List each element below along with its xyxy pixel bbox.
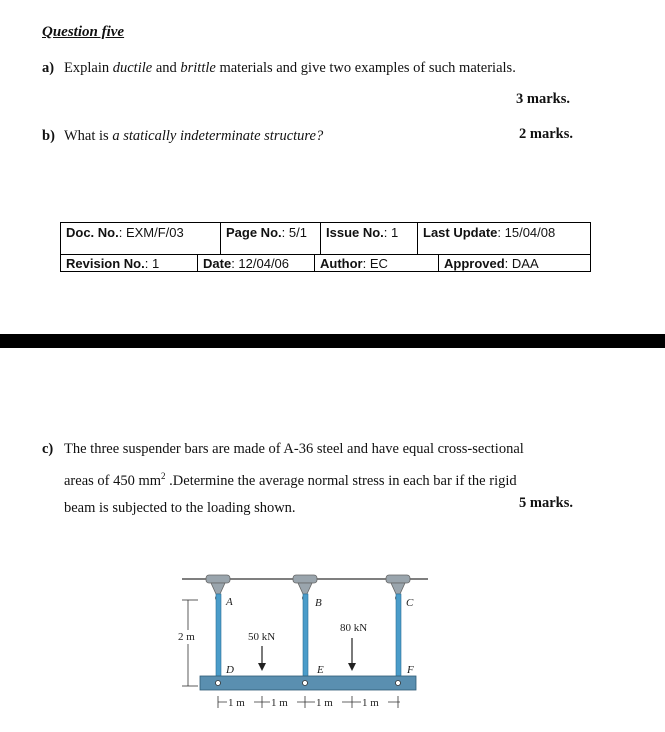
question-c-line2-post: .Determine the average normal stress in each bar if the rigid bbox=[165, 472, 517, 489]
pin-d bbox=[216, 681, 221, 686]
load-80kn-label: 80 kN bbox=[340, 622, 368, 634]
support-b bbox=[293, 575, 317, 594]
suspender-bars-figure bbox=[170, 568, 440, 718]
span-3-label: 1 m bbox=[316, 697, 333, 709]
rigid-beam bbox=[200, 676, 416, 690]
span-dimensions bbox=[218, 696, 400, 709]
date-cell: Date : 12/04/06 bbox=[203, 255, 290, 271]
question-a-marks: 3 marks. bbox=[516, 91, 570, 107]
question-b bbox=[42, 126, 323, 146]
question-c-marks: 5 marks. bbox=[519, 495, 573, 511]
load-50kn-label: 50 kN bbox=[248, 631, 276, 643]
question-a-label: a) bbox=[42, 60, 55, 76]
last-update-cell: Last Update : 15/04/08 bbox=[423, 224, 556, 240]
question-b-text-pre: What is bbox=[64, 128, 113, 144]
approved-cell: Approved : DAA bbox=[444, 255, 539, 271]
span-4-label: 1 m bbox=[362, 697, 379, 709]
bar-be bbox=[303, 594, 308, 678]
revision-no-cell: Revision No. : 1 bbox=[66, 255, 160, 271]
support-a bbox=[206, 575, 230, 594]
span-1-label: 1 m bbox=[228, 697, 245, 709]
question-c bbox=[42, 436, 602, 522]
support-c bbox=[386, 575, 410, 594]
question-c-line2-pre: areas of 450 mm bbox=[64, 472, 162, 489]
page-separator-bar bbox=[0, 334, 665, 348]
page-no-cell: Page No. : 5/1 bbox=[226, 224, 307, 240]
pin-f bbox=[396, 681, 401, 686]
label-d: D bbox=[226, 664, 234, 676]
author-cell: Author : EC bbox=[320, 255, 388, 271]
question-c-line3: beam is subjected to the loading shown. bbox=[64, 499, 296, 516]
question-a-text-pre: Explain bbox=[64, 60, 113, 76]
label-f: F bbox=[407, 664, 414, 676]
question-b-marks: 2 marks. bbox=[519, 126, 573, 142]
pin-e bbox=[303, 681, 308, 686]
question-a-text-mid: and bbox=[152, 60, 181, 76]
document-header-table bbox=[60, 222, 591, 272]
question-a-term-brittle: brittle bbox=[180, 60, 216, 76]
question-b-label: b) bbox=[42, 128, 55, 144]
label-a: A bbox=[226, 596, 233, 608]
question-a bbox=[42, 58, 516, 78]
question-c-label: c) bbox=[42, 441, 54, 457]
issue-no-cell: Issue No. : 1 bbox=[326, 224, 399, 240]
height-dimension-label: 2 m bbox=[178, 631, 195, 643]
span-2-label: 1 m bbox=[271, 697, 288, 709]
question-heading: Question five bbox=[42, 24, 125, 40]
question-c-line2-sup: 2 bbox=[161, 471, 166, 481]
bar-cf bbox=[396, 594, 401, 678]
question-c-line1: The three suspender bars are made of A-36 steel and have equal cross-sectional bbox=[64, 441, 524, 457]
label-e: E bbox=[317, 664, 324, 676]
label-c: C bbox=[406, 597, 414, 609]
question-a-text-post: materials and give two examples of such materials. bbox=[215, 60, 516, 76]
question-a-term-ductile: ductile bbox=[112, 60, 153, 76]
bar-ad bbox=[216, 594, 221, 678]
doc-no-cell: Doc. No. : EXM/F/03 bbox=[66, 224, 184, 240]
question-b-term: a statically indeterminate structure? bbox=[112, 128, 324, 144]
label-b: B bbox=[315, 597, 322, 609]
